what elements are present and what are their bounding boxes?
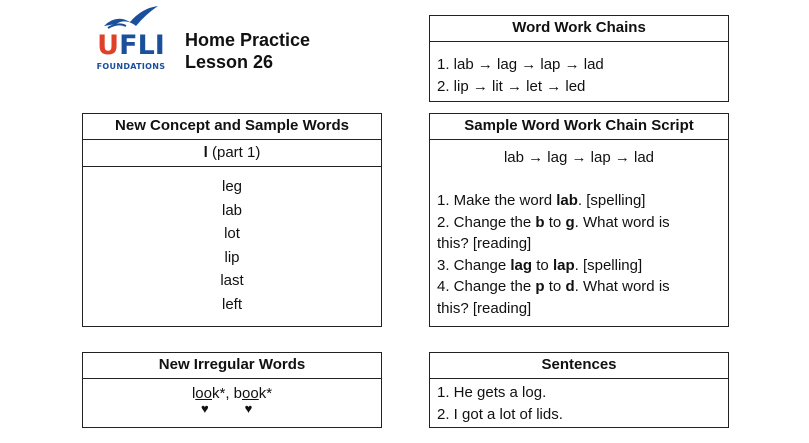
sample-word: left [221, 295, 242, 313]
sentences-box [429, 352, 729, 428]
irregular-words-line [83, 384, 381, 416]
text: to [532, 256, 553, 274]
text: l [191, 385, 196, 402]
word-work-chains-header: Word Work Chains [430, 16, 728, 42]
sentence-item: 2. I got a lot of lids. [437, 406, 563, 423]
text: . What word is [574, 213, 670, 231]
sentence-item: 1. He gets a log. [437, 384, 547, 401]
script-step-4 [437, 276, 728, 298]
heart-icon: ♥ [200, 401, 209, 416]
irregular-word-book [233, 384, 273, 416]
script-step-2 [437, 212, 728, 234]
concept-part: (part 1) [207, 144, 261, 161]
sample-word: lot [224, 225, 240, 242]
concept-letter: l [203, 144, 208, 161]
word-work-chains-box [429, 15, 729, 102]
text: 3. Change [437, 256, 511, 274]
text: k* [211, 385, 226, 402]
logo-letter-f: F [119, 30, 138, 61]
script-step-2-cont: this? [reading] [437, 235, 532, 252]
bold-word: g [565, 213, 575, 231]
script-step-4-cont: this? [reading] [437, 299, 532, 317]
script-step-3 [437, 255, 728, 277]
ufli-logo [96, 4, 166, 74]
script-step-1 [437, 190, 728, 212]
bold-word: b [535, 213, 545, 231]
chain-script-box [429, 113, 729, 327]
bold-word: lap [552, 256, 575, 274]
irregular-words-header: New Irregular Words [83, 353, 381, 379]
text: 1. Make the word [437, 192, 557, 209]
text: k* [258, 385, 273, 402]
new-concept-header: New Concept and Sample Words [83, 114, 381, 140]
bold-word: lab [556, 192, 578, 209]
heart-letters: oo [242, 385, 259, 402]
sample-words-list [83, 167, 381, 316]
chain-item: 2. lip → lit → let → led [437, 78, 586, 95]
text: to [544, 278, 566, 295]
concept-letter-row [83, 140, 381, 167]
script-chain: lab → lag → lap → lad [503, 149, 655, 166]
text: 2. Change the [437, 213, 536, 231]
text: to [544, 213, 566, 231]
text: 4. Change the [437, 278, 536, 295]
chain-item: 1. lab → lag → lap → lad [437, 56, 604, 73]
sample-word: last [220, 272, 244, 289]
logo-letter-l: L [137, 30, 155, 61]
page-title-line1: Home Practice [185, 30, 311, 50]
page-title-line2: Lesson 26 [185, 52, 274, 72]
sample-word: lab [221, 201, 243, 219]
heart-icon: ♥ [244, 401, 253, 416]
bold-word: d [565, 278, 575, 295]
sample-word: lip [224, 248, 240, 266]
logo-letter-i: I [154, 30, 165, 61]
separator: , [225, 385, 234, 402]
irregular-words-box [82, 352, 382, 428]
text: . What word is [574, 278, 670, 295]
irregular-word-look [191, 384, 226, 416]
bold-word: p [535, 278, 545, 295]
new-concept-box [82, 113, 382, 327]
bold-word: lag [510, 256, 533, 274]
sample-word: leg [221, 178, 243, 195]
text: . [spelling] [577, 192, 646, 209]
chain-script-header: Sample Word Work Chain Script [430, 114, 728, 140]
text: b [233, 385, 243, 402]
sentences-header: Sentences [430, 353, 728, 379]
heart-letters: oo [195, 385, 212, 402]
logo-letter-u: U [97, 30, 120, 61]
logo-subtitle: FOUNDATIONS [96, 62, 166, 71]
text: . [spelling] [574, 256, 643, 274]
